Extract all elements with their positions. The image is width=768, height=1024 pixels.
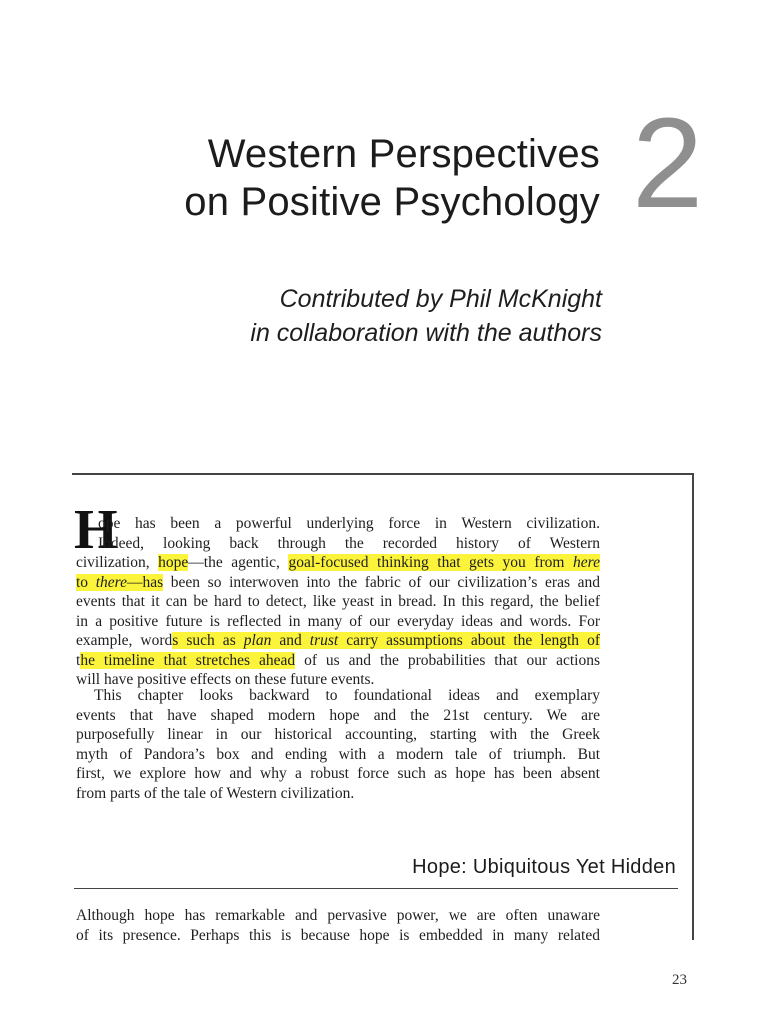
chapter-title-line-2: on Positive Psychology	[184, 180, 600, 224]
text-line: civilization, hope—the agentic, goal-focused thinking that gets you from here	[76, 554, 600, 571]
chapter-title-line-1: Western Perspectives	[207, 132, 600, 176]
text-line: to there—has been so interwoven into the fabric of our civilization’s eras and	[76, 573, 600, 591]
text-line: ope has been a powerful underlying force in Western civilization.	[98, 515, 600, 532]
contributor-line-1: Contributed by Phil McKnight	[279, 285, 602, 313]
highlight: hope	[158, 554, 189, 571]
text-line: from parts of the tale of Western civilization.	[76, 784, 355, 802]
text-line: first, we explore how and why a robust force such as hope has been absent	[76, 765, 600, 782]
highlight: to there—has	[76, 573, 164, 591]
section-paragraph	[76, 906, 600, 945]
highlight: goal-focused thinking that gets you from here	[288, 554, 600, 571]
text-line: of its presence. Perhaps this is because hope is embedded in many related	[76, 926, 600, 944]
page-number: 23	[672, 972, 687, 988]
highlight: s such as plan and trust carry assumptions about the length of	[172, 632, 600, 649]
frame-rule-right	[692, 473, 694, 940]
text-line: Although hope has remarkable and pervasive power, we are often unaware	[76, 907, 600, 924]
text-line: the timeline that stretches ahead of us and the probabilities that our actions	[76, 651, 600, 669]
text-line: in a positive future is reflected in many of our everyday ideas and words. For	[76, 612, 600, 630]
intro-paragraph	[76, 514, 600, 690]
contributor-line-2: in collaboration with the authors	[250, 319, 602, 347]
contributor-credit	[250, 282, 602, 350]
section-heading: Hope: Ubiquitous Yet Hidden	[412, 856, 676, 878]
text-line: This chapter looks backward to foundational ideas and exemplary	[94, 687, 600, 704]
text-line: will have positive effects on these future events.	[76, 671, 375, 688]
body-paragraph	[76, 686, 600, 803]
text-line: example, words such as plan and trust carry assumptions about the length of	[76, 632, 600, 649]
drop-cap: H	[74, 499, 118, 561]
chapter-number: 2	[632, 92, 704, 235]
text-line: purposefully linear in our historical accounting, starting with the Greek	[76, 726, 600, 743]
section-rule	[74, 888, 678, 889]
highlight: he timeline that stretches ahead	[80, 651, 296, 669]
frame-rule-top	[72, 473, 694, 475]
text-line: events that have shaped modern hope and the 21st century. We are	[76, 706, 600, 724]
chapter-title	[184, 130, 600, 226]
text-line: Indeed, looking back through the recorded history of Western	[98, 534, 600, 552]
text-line: myth of Pandora’s box and ending with a modern tale of triumph. But	[76, 745, 600, 763]
text-line: events that it can be hard to detect, like yeast in bread. In this regard, the belief	[76, 593, 600, 610]
